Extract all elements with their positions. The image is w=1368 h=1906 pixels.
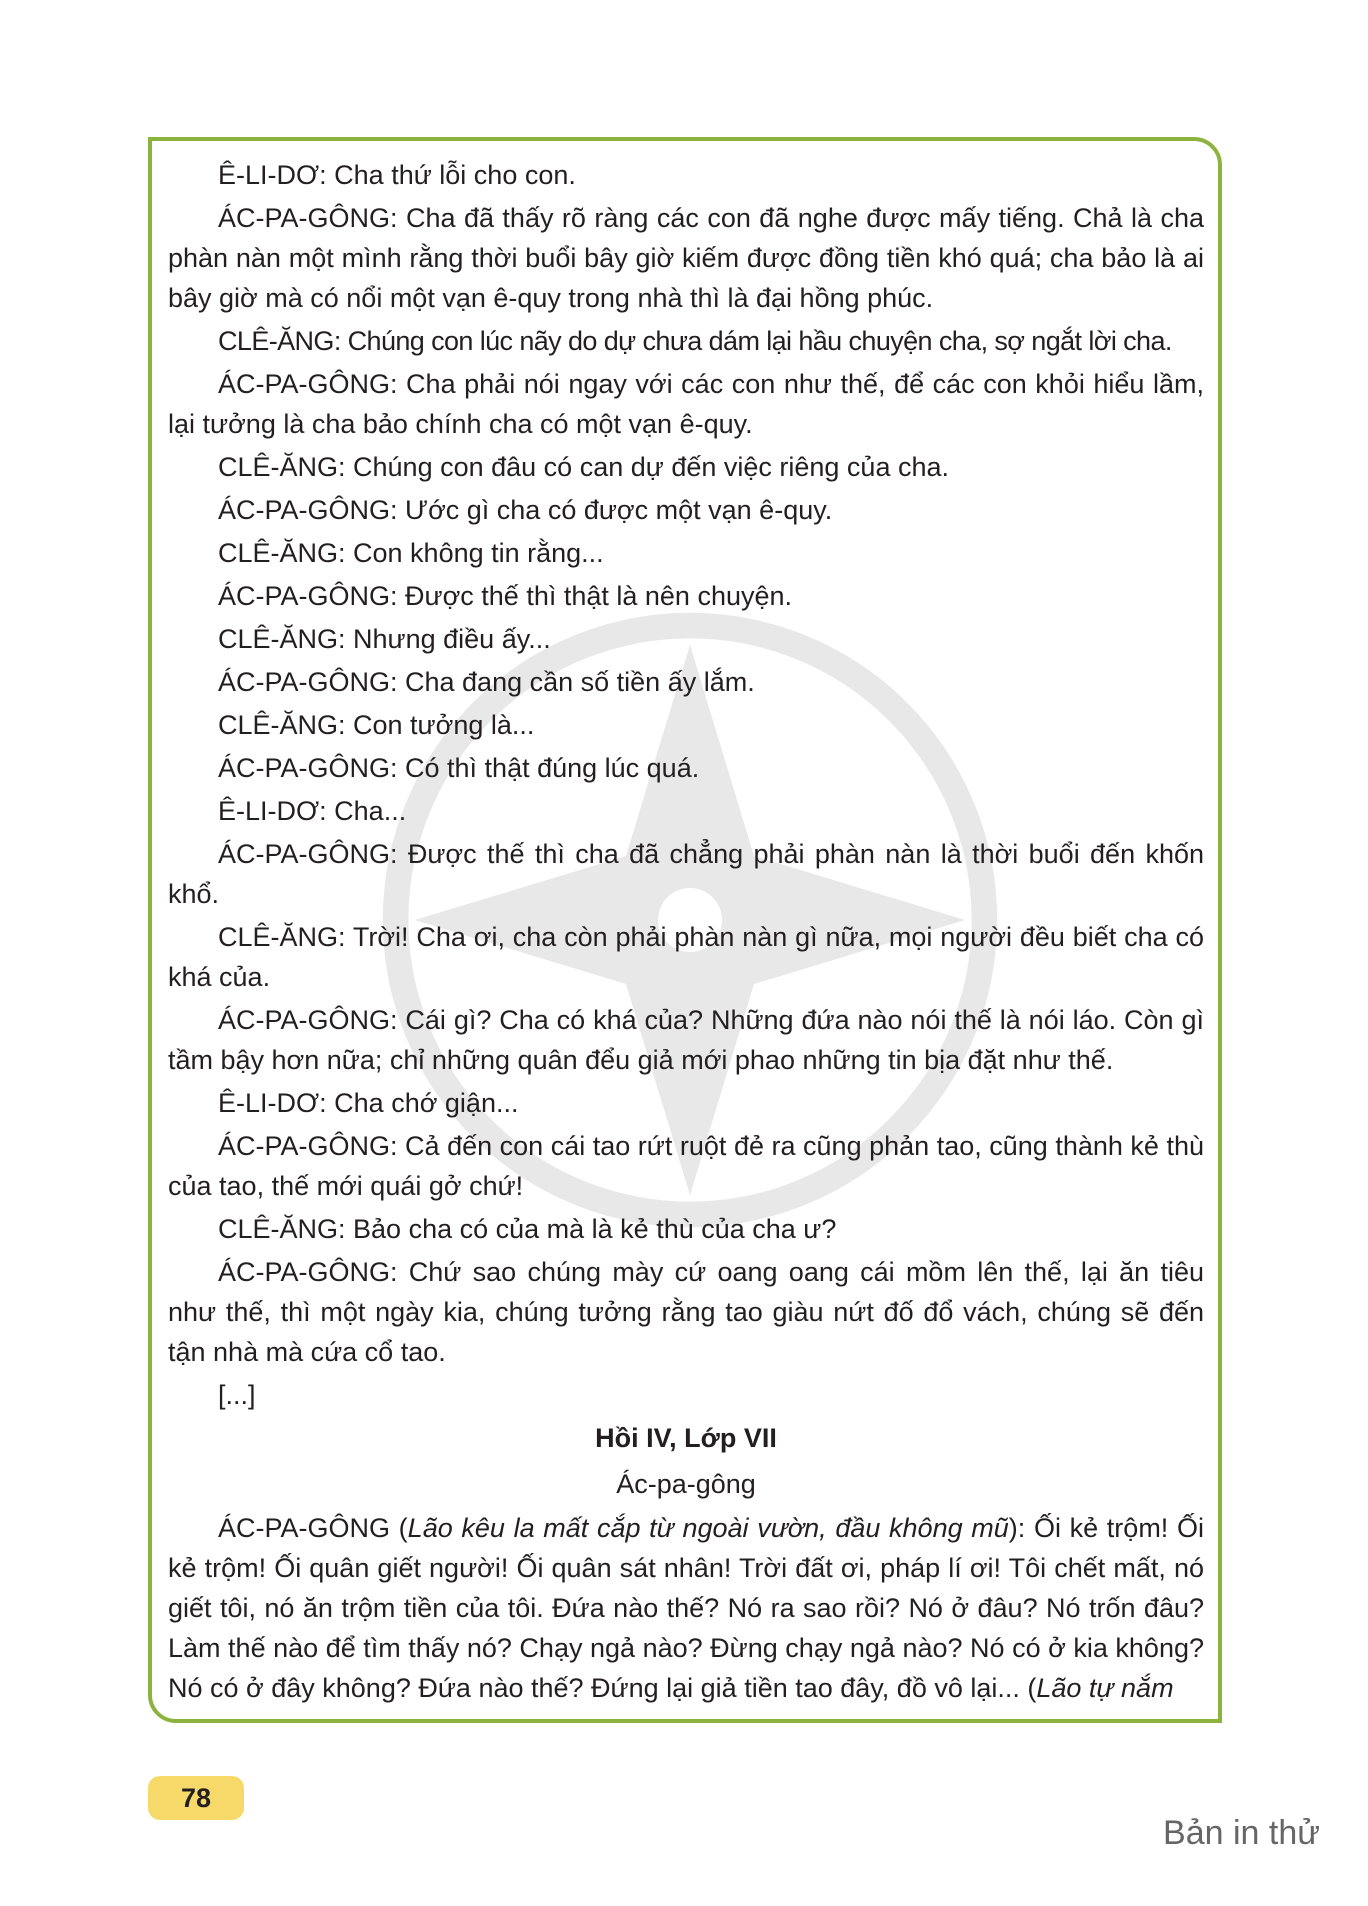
dialogue-line: ÁC-PA-GÔNG: Cả đến con cái tao rứt ruột đẻ ra cũng phản tao, cũng thành kẻ thù của tao, thế mới quái gở chứ!: [168, 1131, 1204, 1201]
speaker-name: ÁC-PA-GÔNG (: [218, 1513, 408, 1543]
dialogue-line: CLÊ-ĂNG: Con tưởng là...: [218, 710, 535, 740]
dialogue-line: CLÊ-ĂNG: Bảo cha có của mà là kẻ thù của cha ư?: [218, 1214, 837, 1244]
dialogue-line: CLÊ-ĂNG: Con không tin rằng...: [218, 538, 604, 568]
dialogue-line: ÁC-PA-GÔNG: Chứ sao chúng mày cứ oang oang cái mồm lên thế, lại ăn tiêu như thế, thì một ngày kia, chúng tưởng rằng tao giàu nứt đố đổ vách, chúng sẽ đến tận nhà mà cứa cổ tao.: [168, 1257, 1204, 1367]
section-subheading: Ác-pa-gông: [616, 1469, 756, 1499]
dialogue-line: CLÊ-ĂNG: Chúng con lúc nãy do dự chưa dám lại hầu chuyện cha, sợ ngắt lời cha.: [218, 326, 1172, 356]
stage-direction-trailing: Lão tự nắm: [1036, 1673, 1174, 1703]
dialogue-line: ÁC-PA-GÔNG: Được thế thì thật là nên chuyện.: [218, 581, 793, 611]
dialogue-line: Ê-LI-DƠ: Cha chớ giận...: [218, 1088, 519, 1118]
dialogue-line-stage-direction: [168, 1508, 1204, 1708]
section-heading: Hồi IV, Lớp VII: [595, 1423, 777, 1453]
dialogue-line: ÁC-PA-GÔNG: Ước gì cha có được một vạn ê-quy.: [218, 495, 833, 525]
dialogue-line: Ê-LI-DƠ: Cha thứ lỗi cho con.: [218, 160, 576, 190]
ellipsis-line: [...]: [218, 1380, 256, 1410]
proof-print-label: Bản in thử: [1163, 1814, 1320, 1852]
page-number-badge: 78: [148, 1776, 244, 1820]
dialogue-line: ÁC-PA-GÔNG: Cái gì? Cha có khá của? Những đứa nào nói thế là nói láo. Còn gì tầm bậy hơn nữa; chỉ những quân đểu giả mới phao những tin bịa đặt như thế.: [168, 1005, 1204, 1075]
dialogue-line: ÁC-PA-GÔNG: Cha đang cần số tiền ấy lắm.: [218, 667, 755, 697]
dialogue-text: ): Ối kẻ trộm! Ối kẻ trộm! Ối quân giết người! Ối quân sát nhân! Trời đất ơi, pháp lí ơi! Tôi chết mất, nó giết tôi, nó ăn trộm tiền của tôi. Đứa nào thế? Nó ra sao rồi? Nó ở đâu? Nó trốn đâu? Làm thế nào để tìm thấy nó? Chạy ngả nào? Đừng chạy ngả nào? Nó có ở kia không? Nó có ở đây không? Đứa nào thế? Đứng lại giả tiền tao đây, đồ vô lại... (: [168, 1513, 1204, 1703]
dialogue-line: ÁC-PA-GÔNG: Có thì thật đúng lúc quá.: [218, 753, 700, 783]
document-body: [168, 155, 1204, 1711]
dialogue-line: Ê-LI-DƠ: Cha...: [218, 796, 407, 826]
dialogue-line: CLÊ-ĂNG: Nhưng điều ấy...: [218, 624, 551, 654]
dialogue-line: CLÊ-ĂNG: Trời! Cha ơi, cha còn phải phàn nàn gì nữa, mọi người đều biết cha có khá của.: [168, 922, 1204, 992]
dialogue-line: ÁC-PA-GÔNG: Cha đã thấy rõ ràng các con đã nghe được mấy tiếng. Chả là cha phàn nàn một mình rằng thời buổi bây giờ kiếm được đồng tiền khó quá; cha bảo là ai bây giờ mà có nổi một vạn ê-quy trong nhà thì là đại hồng phúc.: [168, 203, 1204, 313]
dialogue-line: ÁC-PA-GÔNG: Được thế thì cha đã chẳng phải phàn nàn là thời buổi đến khốn khổ.: [168, 839, 1204, 909]
dialogue-line: ÁC-PA-GÔNG: Cha phải nói ngay với các con như thế, để các con khỏi hiểu lầm, lại tưởng là cha bảo chính cha có một vạn ê-quy.: [168, 369, 1204, 439]
stage-direction: Lão kêu la mất cắp từ ngoài vườn, đầu không mũ: [407, 1513, 1009, 1543]
dialogue-line: CLÊ-ĂNG: Chúng con đâu có can dự đến việc riêng của cha.: [218, 452, 949, 482]
